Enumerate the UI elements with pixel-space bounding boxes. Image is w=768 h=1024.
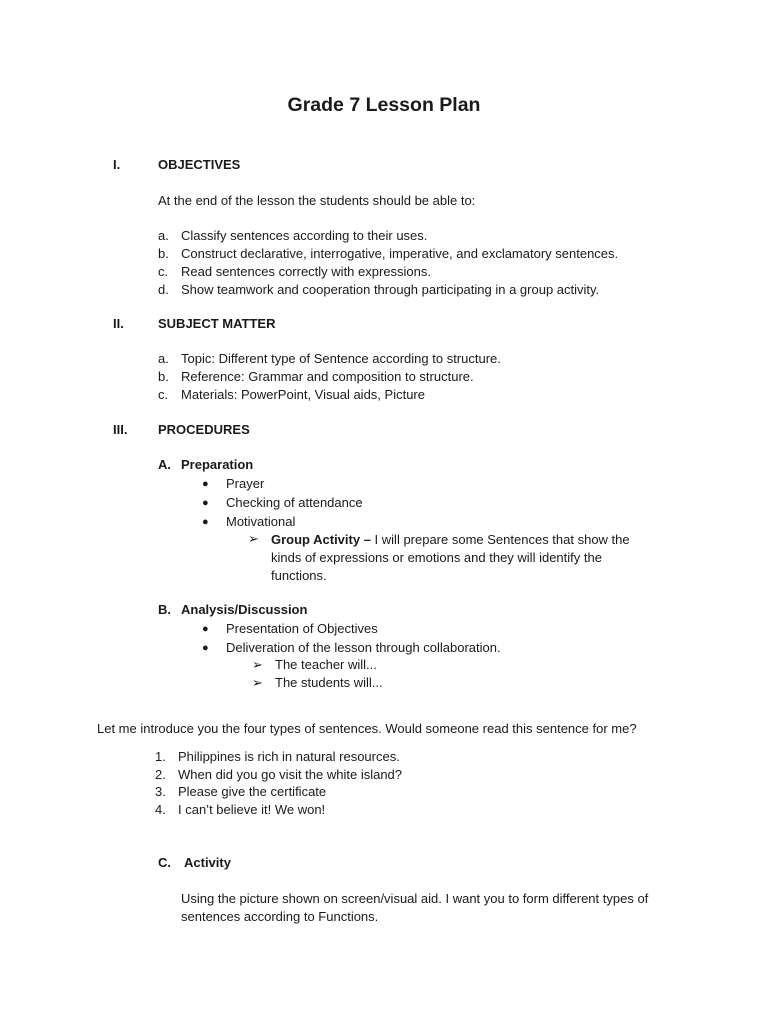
section-heading: OBJECTIVES <box>158 157 241 172</box>
list-marker: a. <box>158 228 169 243</box>
section-numeral: III. <box>113 422 128 437</box>
list-item: Classify sentences according to their uses. <box>181 228 428 243</box>
activity-text: Using the picture shown on screen/visual aid. I want you to form different types of sentences according to Functions. <box>181 891 649 924</box>
subsection-label: C. <box>158 855 171 870</box>
sub-item: The teacher will... <box>275 657 377 672</box>
subsection-heading: Analysis/Discussion <box>181 602 308 617</box>
bullet-icon: ● <box>202 642 209 654</box>
section-heading: PROCEDURES <box>158 422 250 437</box>
bullet-item: Prayer <box>226 476 265 491</box>
section-numeral: I. <box>113 157 121 172</box>
group-activity-text <box>271 531 661 585</box>
section-numeral: II. <box>113 316 124 331</box>
subsection-heading: Preparation <box>181 457 254 472</box>
list-marker: b. <box>158 369 169 384</box>
group-activity-lead: Group Activity – <box>271 532 371 547</box>
list-item: Philippines is rich in natural resources. <box>178 749 400 764</box>
list-item: Reference: Grammar and composition to structure. <box>181 369 474 384</box>
bullet-icon: ● <box>202 623 209 635</box>
bullet-icon: ● <box>202 497 209 509</box>
arrow-icon: ➢ <box>252 675 263 690</box>
list-marker: c. <box>158 264 169 279</box>
list-item: I can’t believe it! We won! <box>178 802 326 817</box>
subsection-label: B. <box>158 602 171 617</box>
list-marker: 3. <box>155 784 166 799</box>
list-marker: a. <box>158 351 169 366</box>
list-marker: 1. <box>155 749 166 764</box>
objectives-intro: At the end of the lesson the students should be able to: <box>158 193 476 208</box>
arrow-icon: ➢ <box>248 531 259 546</box>
list-marker: 2. <box>155 767 166 782</box>
section-heading: SUBJECT MATTER <box>158 316 276 331</box>
bullet-item: Deliveration of the lesson through collaboration. <box>226 640 501 655</box>
group-activity-body: I will prepare some Sentences that show the kinds of expressions or emotions and they will identify the functions. <box>271 532 630 583</box>
arrow-icon: ➢ <box>252 657 263 672</box>
list-item: Construct declarative, interrogative, imperative, and exclamatory sentences. <box>181 246 619 261</box>
list-marker: c. <box>158 387 169 402</box>
sub-item: The students will... <box>275 675 383 690</box>
bullet-icon: ● <box>202 516 209 528</box>
bullet-item: Presentation of Objectives <box>226 621 378 636</box>
list-item: Please give the certificate <box>178 784 327 799</box>
list-marker: d. <box>158 282 169 297</box>
list-marker: 4. <box>155 802 166 817</box>
subsection-heading: Activity <box>184 855 231 870</box>
bullet-icon: ● <box>202 478 209 490</box>
list-item: Show teamwork and cooperation through participating in a group activity. <box>181 282 600 297</box>
bullet-item: Checking of attendance <box>226 495 363 510</box>
bullet-item: Motivational <box>226 514 296 529</box>
list-item: Read sentences correctly with expressions. <box>181 264 432 279</box>
list-marker: b. <box>158 246 169 261</box>
list-item: When did you go visit the white island? <box>178 767 403 782</box>
list-item: Materials: PowerPoint, Visual aids, Picture <box>181 387 425 402</box>
page-title: Grade 7 Lesson Plan <box>287 94 481 116</box>
subsection-label: A. <box>158 457 171 472</box>
intro-paragraph: Let me introduce you the four types of sentences. Would someone read this sentence for me? <box>97 721 637 736</box>
list-item: Topic: Different type of Sentence according to structure. <box>181 351 501 366</box>
